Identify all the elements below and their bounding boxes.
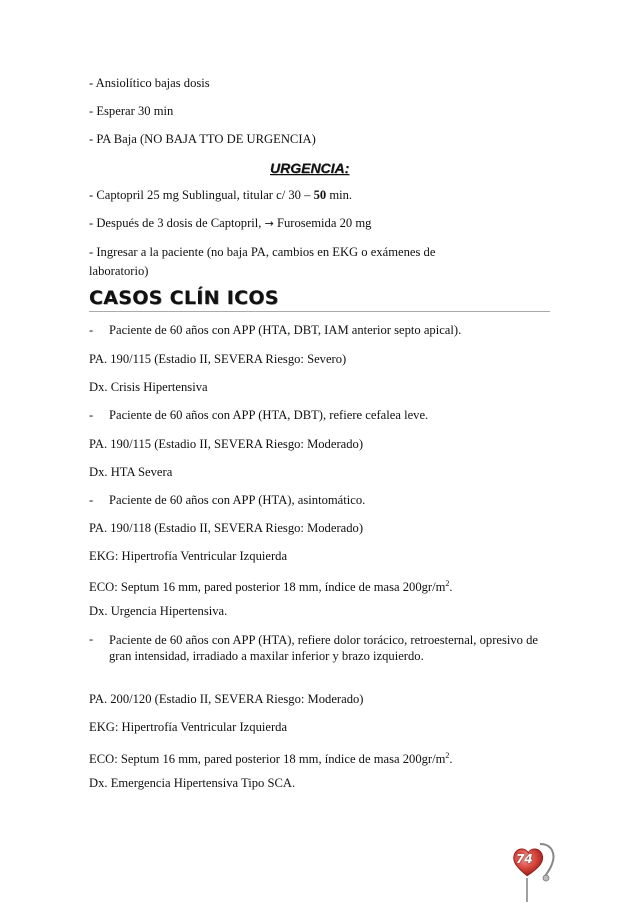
section-divider xyxy=(89,311,550,312)
text-line: Dx. Emergencia Hipertensiva Tipo SCA. xyxy=(89,776,296,790)
text-line: Dx. Urgencia Hipertensiva. xyxy=(89,604,228,618)
text-line: - Ingresar a la paciente (no baja PA, cambios en EKG o exámenes de xyxy=(89,245,436,259)
text-span: ECO: Septum 16 mm, pared posterior 18 mm, índice de masa 200gr/m xyxy=(89,580,446,595)
text-span: - Captopril 25 mg Sublingual, titular c/ 30 – xyxy=(89,188,314,202)
heart-stethoscope-icon xyxy=(500,838,560,903)
text-line xyxy=(89,188,352,203)
text-span: Furosemida 20 mg xyxy=(273,216,372,230)
list-dash: - xyxy=(89,493,94,507)
text-line xyxy=(89,748,453,767)
page-number-badge xyxy=(500,838,560,903)
urgencia-heading: URGENCIA: xyxy=(270,160,350,176)
list-item-text: Paciente de 60 años con APP (HTA, DBT), refiere cefalea leve. xyxy=(109,408,429,422)
list-item-text: Paciente de 60 años con APP (HTA), refiere dolor torácico, retroesternal, opresivo de gran intensidad, irradiado a maxilar inferior y brazo izquierdo. xyxy=(109,633,539,663)
list-dash: - xyxy=(89,323,94,337)
text-line: PA. 190/115 (Estadio II, SEVERA Riesgo: Severo) xyxy=(89,352,347,366)
list-item-text: Paciente de 60 años con APP (HTA), asintomático. xyxy=(109,493,366,507)
text-span: - Después de 3 dosis de Captopril, xyxy=(89,216,265,230)
arrow-right-icon: → xyxy=(264,217,274,230)
text-line: PA. 190/118 (Estadio II, SEVERA Riesgo: Moderado) xyxy=(89,521,364,535)
text-line: PA. 190/115 (Estadio II, SEVERA Riesgo: Moderado) xyxy=(89,437,364,451)
text-line: Dx. Crisis Hipertensiva xyxy=(89,380,208,394)
text-line xyxy=(89,216,371,231)
text-span: ECO: Septum 16 mm, pared posterior 18 mm, índice de masa 200gr/m xyxy=(89,752,446,767)
text-line: - Esperar 30 min xyxy=(89,104,174,118)
list-dash: - xyxy=(89,408,94,422)
text-span: . xyxy=(449,752,453,767)
bold-value: 50 xyxy=(313,188,327,202)
section-title: CASOS CLÍN ICOS xyxy=(89,287,279,309)
superscript: 2 xyxy=(445,579,450,588)
superscript: 2 xyxy=(445,751,450,760)
text-span: min. xyxy=(326,188,353,202)
text-span: . xyxy=(449,580,453,595)
text-line: Dx. HTA Severa xyxy=(89,465,173,479)
list-item-text: Paciente de 60 años con APP (HTA, DBT, IAM anterior septo apical). xyxy=(109,323,462,337)
list-dash: - xyxy=(89,632,94,646)
text-line: EKG: Hipertrofía Ventricular Izquierda xyxy=(89,549,288,563)
text-line: PA. 200/120 (Estadio II, SEVERA Riesgo: Moderado) xyxy=(89,692,364,706)
text-line: laboratorio) xyxy=(89,264,149,278)
text-line: EKG: Hipertrofía Ventricular Izquierda xyxy=(89,720,288,734)
text-line: - Ansiolítico bajas dosis xyxy=(89,76,210,90)
text-line xyxy=(89,576,453,595)
text-line: - PA Baja (NO BAJA TTO DE URGENCIA) xyxy=(89,132,316,146)
page-number: 74 xyxy=(516,852,533,866)
